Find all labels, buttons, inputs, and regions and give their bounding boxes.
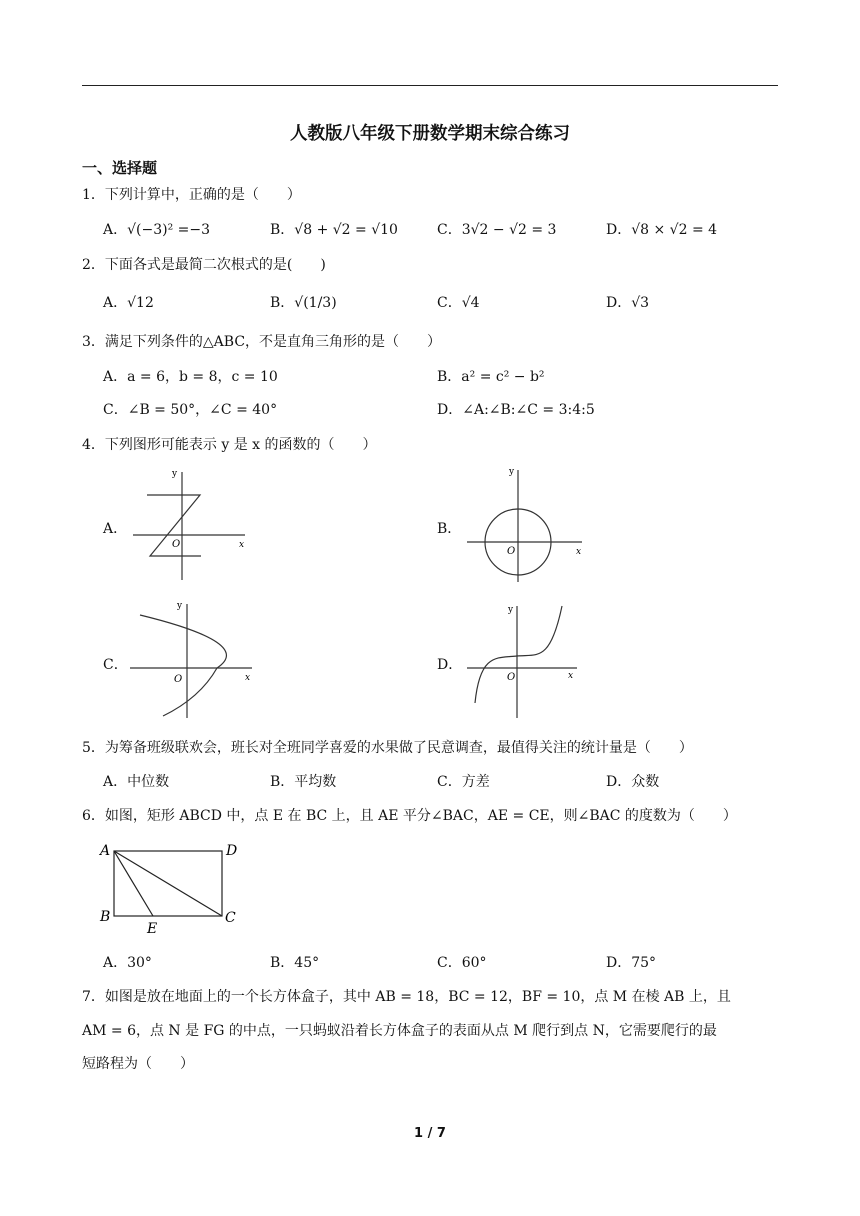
q2-option-d: D．√3	[606, 295, 650, 311]
graph-a-origin: O	[172, 539, 181, 550]
graph-c-origin: O	[174, 674, 183, 685]
graph-c-parabola	[125, 598, 260, 723]
label-d: D	[226, 843, 238, 859]
q4-option-d: D．	[437, 657, 463, 673]
q6-option-a: A．30°	[103, 955, 152, 971]
graph-d-y-label: y	[508, 605, 514, 615]
graph-b-y-label: y	[509, 467, 515, 477]
graph-d-curve	[475, 606, 562, 703]
q4-option-b: B．	[437, 521, 462, 537]
q4-option-c: C．	[103, 657, 128, 673]
q2-option-c: C．√4	[437, 295, 480, 311]
q6-option-b: B．45°	[270, 955, 320, 971]
section-heading: 一、选择题	[82, 159, 158, 177]
label-b: B	[100, 909, 111, 925]
q3-option-d: D．∠A:∠B:∠C = 3:4:5	[437, 402, 595, 418]
rectangle-figure	[95, 838, 245, 938]
q1-option-c: C．3√2 − √2 = 3	[437, 222, 557, 238]
q5-option-d: D．众数	[606, 774, 660, 790]
graph-d-cubic	[462, 598, 587, 723]
q1-option-d: D．√8 × √2 = 4	[606, 222, 718, 238]
q5-option-c: C．方差	[437, 774, 490, 790]
diagonal-ac	[114, 851, 222, 916]
label-c: C	[225, 910, 236, 926]
page-number: 1 / 7	[414, 1126, 446, 1141]
question-7-line-3: 短路程为（ ）	[82, 1056, 194, 1072]
graph-d-origin: O	[507, 672, 516, 683]
graph-b-x-label: x	[576, 547, 582, 557]
graph-b-origin: O	[507, 546, 516, 557]
q2-option-b: B．√(1/3)	[270, 295, 337, 311]
question-4-stem: 4．下列图形可能表示 y 是 x 的函数的（ ）	[82, 437, 377, 453]
graph-a-x-label: x	[239, 540, 245, 550]
graph-d-x-label: x	[568, 671, 574, 681]
q1-option-a: A．√(−3)² =−3	[103, 222, 211, 238]
q5-option-a: A．中位数	[103, 774, 170, 790]
question-2-stem: 2．下面各式是最简二次根式的是( )	[82, 257, 326, 273]
question-5-stem: 5．为筹备班级联欢会，班长对全班同学喜爱的水果做了民意调查，最值得关注的统计量是（ ）	[82, 740, 693, 756]
question-3-stem: 3．满足下列条件的△ABC，不是直角三角形的是（ ）	[82, 334, 442, 350]
graph-c-y-label: y	[177, 601, 183, 611]
segment-ae	[114, 851, 153, 916]
q6-option-d: D．75°	[606, 955, 657, 971]
graph-c-x-label: x	[245, 673, 251, 683]
label-e: E	[147, 921, 158, 937]
q2-option-a: A．√12	[103, 295, 154, 311]
header-rule	[82, 85, 778, 86]
q1-option-b: B．√8 + √2 = √10	[270, 222, 398, 238]
question-6-stem: 6．如图，矩形 ABCD 中，点 E 在 BC 上，且 AE 平分∠BAC，AE = CE，则∠BAC 的度数为（ ）	[82, 808, 737, 824]
question-7-line-1: 7．如图是放在地面上的一个长方体盒子，其中 AB = 18，BC = 12，BF = 10，点 M 在棱 AB 上，且	[82, 989, 731, 1005]
q5-option-b: B．平均数	[270, 774, 337, 790]
graph-a-zigzag	[125, 462, 255, 587]
q4-option-a: A．	[103, 521, 128, 537]
q6-option-c: C．60°	[437, 955, 487, 971]
graph-c-curve	[140, 615, 226, 716]
graph-a-y-label: y	[172, 469, 178, 479]
q3-option-c: C．∠B = 50°，∠C = 40°	[103, 402, 278, 418]
graph-b-circle	[462, 462, 587, 587]
q3-option-a: A．a = 6，b = 8，c = 10	[103, 369, 278, 385]
page-title: 人教版八年级下册数学期末综合练习	[290, 124, 570, 144]
question-7-line-2: AM = 6，点 N 是 FG 的中点，一只蚂蚁沿着长方体盒子的表面从点 M 爬行到点 N，它需要爬行的最	[82, 1023, 717, 1039]
question-1-stem: 1．下列计算中，正确的是（ ）	[82, 187, 301, 203]
q3-option-b: B．a² = c² − b²	[437, 369, 545, 385]
label-a: A	[100, 843, 111, 859]
